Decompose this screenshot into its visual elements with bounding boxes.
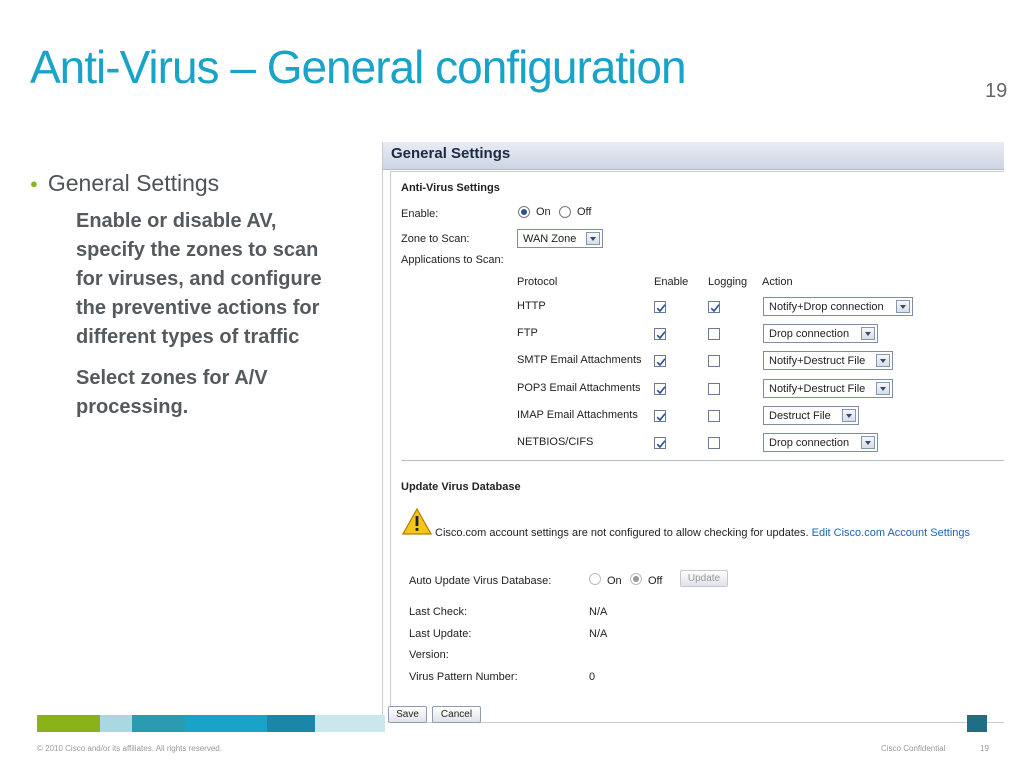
- save-button[interactable]: Save: [388, 706, 427, 723]
- logging-checkbox[interactable]: [708, 410, 720, 422]
- copyright-text: © 2010 Cisco and/or its affiliates. All rights reserved.: [37, 744, 222, 753]
- enable-checkbox[interactable]: [654, 383, 666, 395]
- footer-bar-segment: [100, 715, 132, 732]
- footer-bar-end: [967, 715, 987, 732]
- action-select-value: Drop connection: [769, 327, 850, 340]
- enable-on-radio[interactable]: [518, 206, 530, 218]
- chevron-down-icon: [876, 354, 890, 367]
- last-check-label: Last Check:: [409, 606, 468, 618]
- protocol-name: SMTP Email Attachments: [517, 354, 642, 366]
- last-update-value: N/A: [589, 628, 608, 640]
- panel-header: General Settings: [383, 142, 1004, 170]
- panel-body: [390, 171, 1004, 723]
- slide-title: Anti-Virus – General configuration: [30, 41, 686, 93]
- bullet-sub-text-1: Enable or disable AV, specify the zones to scan for viruses, and configure the preventive actions for different types of traffic: [76, 210, 322, 348]
- section-divider: [401, 460, 1004, 461]
- footer-color-bar: [37, 715, 987, 732]
- action-select[interactable]: [763, 433, 878, 452]
- warning-text: Cisco.com account settings are not configured to allow checking for updates.: [435, 527, 809, 539]
- enable-on-label: On: [536, 206, 551, 218]
- protocol-name: NETBIOS/CIFS: [517, 436, 594, 448]
- column-enable: Enable: [654, 276, 689, 288]
- pattern-number-value: 0: [589, 671, 596, 683]
- footer-bar-segment: [267, 715, 315, 732]
- protocol-name: HTTP: [517, 300, 546, 312]
- auto-update-on-label: On: [607, 575, 622, 587]
- enable-checkbox[interactable]: [654, 328, 666, 340]
- footer-bar-segment: [315, 715, 385, 732]
- chevron-down-icon: [896, 300, 910, 313]
- protocol-name: FTP: [517, 327, 538, 339]
- logging-checkbox[interactable]: [708, 383, 720, 395]
- column-logging: Logging: [708, 276, 748, 288]
- chevron-down-icon: [842, 409, 856, 422]
- page-number: 19: [985, 80, 1008, 102]
- last-update-label: Last Update:: [409, 628, 472, 640]
- bullet-text: General Settings: [47, 170, 220, 196]
- edit-account-settings-link[interactable]: Edit Cisco.com Account Settings: [811, 527, 971, 539]
- enable-off-radio[interactable]: [559, 206, 571, 218]
- action-select-value: Destruct File: [769, 409, 831, 422]
- bullet-dot-icon: ●: [30, 176, 38, 191]
- action-select[interactable]: [763, 406, 859, 425]
- enable-checkbox[interactable]: [654, 301, 666, 313]
- zone-label: Zone to Scan:: [401, 233, 470, 245]
- action-select[interactable]: [763, 324, 878, 343]
- enable-checkbox[interactable]: [654, 410, 666, 422]
- column-action: Action: [762, 276, 793, 288]
- column-protocol: Protocol: [517, 276, 558, 288]
- av-section-title: Anti-Virus Settings: [401, 182, 500, 194]
- enable-checkbox[interactable]: [654, 437, 666, 449]
- general-settings-panel: [382, 142, 1004, 725]
- protocol-name: POP3 Email Attachments: [517, 382, 641, 394]
- pattern-number-label: Virus Pattern Number:: [409, 671, 518, 683]
- bullet-sub-text-2: Select zones for A/V processing.: [76, 367, 268, 418]
- enable-checkbox[interactable]: [654, 355, 666, 367]
- update-button[interactable]: Update: [680, 570, 728, 587]
- cancel-button[interactable]: Cancel: [432, 706, 481, 723]
- confidential-text: Cisco Confidential: [881, 744, 946, 753]
- chevron-down-icon: [586, 232, 600, 245]
- footer-bar-segment: [132, 715, 185, 732]
- enable-off-label: Off: [577, 206, 592, 218]
- bullet-item: [30, 170, 350, 197]
- protocol-name: IMAP Email Attachments: [517, 409, 638, 421]
- enable-label: Enable:: [401, 208, 439, 220]
- logging-checkbox[interactable]: [708, 437, 720, 449]
- footer-bar-segment: [37, 715, 100, 732]
- version-label: Version:: [409, 649, 449, 661]
- auto-update-label: Auto Update Virus Database:: [409, 575, 552, 587]
- footer-bar-segment: [185, 715, 267, 732]
- logging-checkbox[interactable]: [708, 355, 720, 367]
- applications-label: Applications to Scan:: [401, 254, 504, 266]
- action-select[interactable]: [763, 379, 893, 398]
- zone-select[interactable]: [517, 229, 603, 248]
- action-select-value: Notify+Drop connection: [769, 300, 884, 313]
- auto-update-on-radio[interactable]: [589, 573, 601, 585]
- zone-select-value: WAN Zone: [523, 232, 577, 245]
- logging-checkbox[interactable]: [708, 328, 720, 340]
- footer-page-number: 19: [980, 744, 989, 753]
- warning-message: [435, 527, 970, 539]
- action-select[interactable]: [763, 297, 913, 316]
- chevron-down-icon: [861, 436, 875, 449]
- update-section-title: Update Virus Database: [401, 481, 521, 493]
- auto-update-off-radio[interactable]: [630, 573, 642, 585]
- action-select-value: Notify+Destruct File: [769, 354, 866, 367]
- action-select[interactable]: [763, 351, 893, 370]
- bullet-area: [30, 170, 350, 422]
- form-buttons: [388, 706, 481, 723]
- action-select-value: Drop connection: [769, 436, 850, 449]
- logging-checkbox[interactable]: [708, 301, 720, 313]
- chevron-down-icon: [861, 327, 875, 340]
- warning-icon: [402, 508, 432, 536]
- last-check-value: N/A: [589, 606, 608, 618]
- auto-update-off-label: Off: [648, 575, 663, 587]
- chevron-down-icon: [876, 382, 890, 395]
- action-select-value: Notify+Destruct File: [769, 382, 866, 395]
